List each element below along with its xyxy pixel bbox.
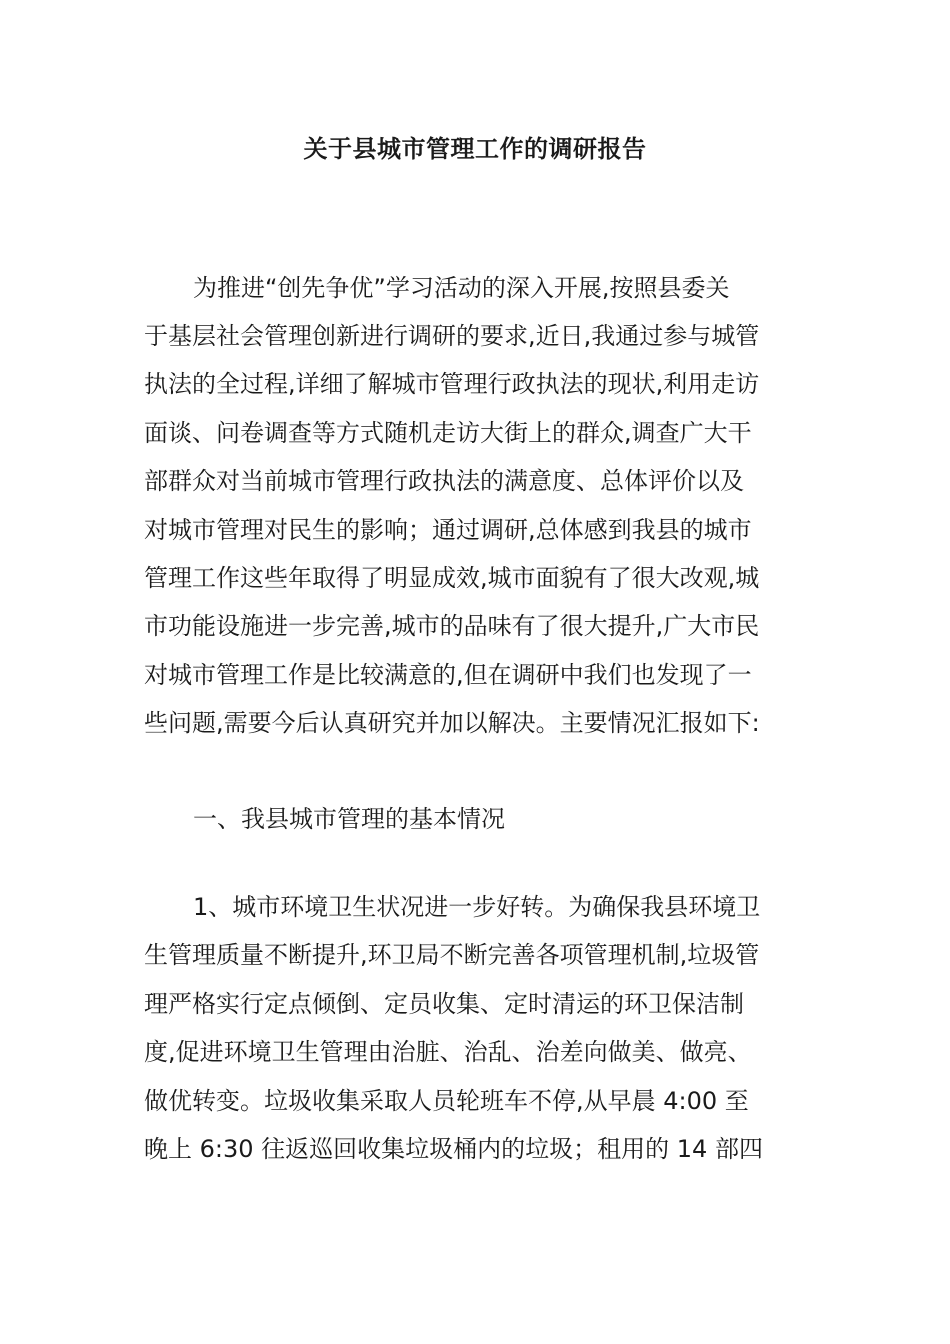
paragraph-line: 对城市管理对民生的影响；通过调研,总体感到我县的城市 — [144, 516, 752, 544]
paragraph-line: 部群众对当前城市管理行政执法的满意度、总体评价以及 — [144, 467, 744, 495]
paragraph-line: 1、城市环境卫生状况进一步好转。为确保我县环境卫 — [193, 893, 761, 921]
paragraph-line: 理严格实行定点倾倒、定员收集、定时清运的环卫保洁制 — [144, 990, 744, 1018]
paragraph-line: 管理工作这些年取得了明显成效,城市面貌有了很大改观,城 — [144, 564, 760, 592]
paragraph-line: 晚上 6:30 往返巡回收集垃圾桶内的垃圾；租用的 14 部四 — [144, 1135, 763, 1163]
paragraph-line: 执法的全过程,详细了解城市管理行政执法的现状,利用走访 — [144, 370, 760, 398]
paragraph-line: 度,促进环境卫生管理由治脏、治乱、治差向做美、做亮、 — [144, 1038, 752, 1066]
paragraph-line: 为推进“创先争优”学习活动的深入开展,按照县委关 — [193, 274, 730, 302]
paragraph-line: 些问题,需要今后认真研究并加以解决。主要情况汇报如下: — [144, 709, 760, 737]
paragraph-line: 生管理质量不断提升,环卫局不断完善各项管理机制,垃圾管 — [144, 941, 760, 969]
paragraph-line: 面谈、问卷调查等方式随机走访大街上的群众,调查广大干 — [144, 419, 752, 447]
paragraph-line: 做优转变。垃圾收集采取人员轮班车不停,从早晨 4:00 至 — [144, 1087, 749, 1115]
document-title: 关于县城市管理工作的调研报告 — [303, 135, 647, 163]
section-heading: 一、我县城市管理的基本情况 — [193, 805, 505, 833]
paragraph-line: 对城市管理工作是比较满意的,但在调研中我们也发现了一 — [144, 661, 752, 689]
paragraph-line: 于基层社会管理创新进行调研的要求,近日,我通过参与城管 — [144, 322, 760, 350]
paragraph-line: 市功能设施进一步完善,城市的品味有了很大提升,广大市民 — [144, 612, 760, 640]
